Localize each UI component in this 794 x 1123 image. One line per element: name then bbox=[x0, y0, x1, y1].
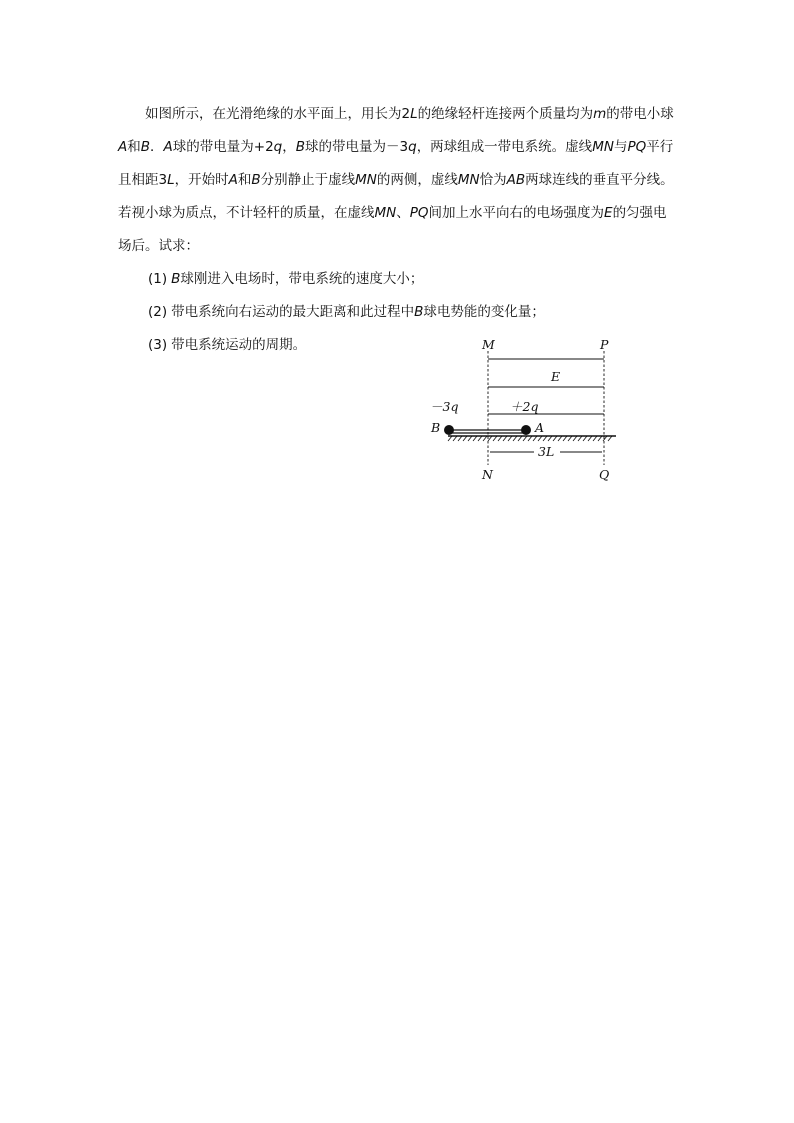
hatch-mark bbox=[608, 436, 612, 441]
label-P: P bbox=[600, 337, 609, 352]
hatch-mark bbox=[528, 436, 532, 441]
hatch-mark bbox=[458, 436, 462, 441]
math-variable: MN bbox=[592, 139, 614, 155]
hatch-mark bbox=[593, 436, 597, 441]
label-B: B bbox=[431, 420, 441, 435]
math-variable: PQ bbox=[409, 205, 429, 221]
label-N: N bbox=[482, 467, 493, 482]
label-3L: 3L bbox=[538, 444, 555, 459]
text-run: ， bbox=[282, 139, 296, 155]
math-variable: MN bbox=[374, 205, 397, 221]
hatch-mark bbox=[478, 436, 482, 441]
text-run: 带电系统运动的周期。 bbox=[171, 337, 307, 353]
hatch-mark bbox=[588, 436, 592, 441]
hatch-mark bbox=[578, 436, 582, 441]
field-diagram-svg bbox=[420, 335, 630, 487]
text-run: 平行且相距3 bbox=[118, 139, 674, 188]
label-E: E bbox=[551, 369, 561, 384]
hatch-mark bbox=[498, 436, 502, 441]
problem-text bbox=[118, 98, 678, 362]
question-number: (2) bbox=[148, 304, 168, 320]
label-B-charge: －3q bbox=[430, 399, 459, 414]
math-variable: B bbox=[414, 304, 424, 320]
question-number: (3) bbox=[148, 337, 168, 353]
hatch-mark bbox=[548, 436, 552, 441]
math-variable: B bbox=[171, 271, 181, 287]
text-run: 分别静止于虚线 bbox=[260, 172, 356, 188]
hatch-mark bbox=[448, 436, 452, 441]
math-variable: A bbox=[228, 172, 238, 188]
text-run: 球的带电量为+2 bbox=[172, 139, 274, 155]
hatch-mark bbox=[463, 436, 467, 441]
math-variable: L bbox=[410, 106, 418, 122]
text-run: 的带电小球 bbox=[606, 106, 674, 122]
text-run: 球的带电量为－3 bbox=[305, 139, 409, 155]
text-run: 的匀强电场后。试求： bbox=[118, 205, 667, 254]
math-variable: E bbox=[604, 205, 613, 221]
problem-stem bbox=[118, 98, 678, 263]
hatch-mark bbox=[553, 436, 557, 441]
hatch-mark bbox=[468, 436, 472, 441]
math-variable: B bbox=[251, 172, 261, 188]
math-variable: B bbox=[140, 139, 151, 155]
text-run: 的绝缘轻杆连接两个质量均为 bbox=[417, 106, 594, 122]
math-variable: PQ bbox=[627, 139, 647, 155]
math-variable: B bbox=[295, 139, 306, 155]
label-A: A bbox=[535, 420, 545, 435]
hatch-mark bbox=[473, 436, 477, 441]
hatch-mark bbox=[453, 436, 457, 441]
ball-B bbox=[444, 425, 454, 435]
label-M: M bbox=[482, 337, 495, 352]
ball-A bbox=[521, 425, 531, 435]
hatch-mark bbox=[573, 436, 577, 441]
hatch-mark bbox=[568, 436, 572, 441]
hatch-mark bbox=[563, 436, 567, 441]
hatch-mark bbox=[503, 436, 507, 441]
hatch-mark bbox=[518, 436, 522, 441]
math-variable: MN bbox=[457, 172, 480, 188]
text-run: 间加上水平向右的电场强度为 bbox=[428, 205, 605, 221]
question-item bbox=[118, 296, 678, 329]
math-variable: A bbox=[163, 139, 173, 155]
text-run: 球电势能的变化量； bbox=[423, 304, 545, 320]
text-run: ，两球组成一带电系统。虚线 bbox=[416, 139, 593, 155]
hatch-mark bbox=[513, 436, 517, 441]
hatch-mark bbox=[598, 436, 602, 441]
hatch-mark bbox=[583, 436, 587, 441]
text-run: 球刚进入电场时，带电系统的速度大小； bbox=[180, 271, 424, 287]
text-run: 的两侧，虚线 bbox=[376, 172, 458, 188]
math-variable: L bbox=[167, 172, 175, 188]
math-variable: A bbox=[118, 139, 128, 155]
text-run: 如图所示，在光滑绝缘的水平面上，用长为 bbox=[145, 106, 402, 122]
text-run: ，开始时 bbox=[174, 172, 229, 188]
hatch-mark bbox=[508, 436, 512, 441]
hatch-mark bbox=[483, 436, 487, 441]
hatch-mark bbox=[538, 436, 542, 441]
text-run: 带电系统向右运动的最大距离和此过程中 bbox=[171, 304, 415, 320]
text-run: 恰为 bbox=[479, 172, 507, 188]
label-Q: Q bbox=[599, 467, 610, 482]
hatch-mark bbox=[488, 436, 492, 441]
text-run: 与 bbox=[613, 139, 628, 155]
math-variable: m bbox=[593, 106, 607, 122]
math-variable: AB bbox=[506, 172, 526, 188]
text-run: 和 bbox=[127, 139, 141, 155]
label-A-charge: ＋2q bbox=[510, 399, 539, 414]
question-number: (1) bbox=[148, 271, 168, 287]
text-run: 、 bbox=[396, 205, 410, 221]
hatch-mark bbox=[493, 436, 497, 441]
math-variable: q bbox=[273, 139, 283, 155]
text-run: 和 bbox=[237, 172, 252, 188]
hatch-mark bbox=[523, 436, 527, 441]
hatch-mark bbox=[543, 436, 547, 441]
text-run: 两球连线的垂直平分线。若视小球为质点，不计轻杆的质量，在虚线 bbox=[118, 172, 674, 221]
text-run: ． bbox=[150, 139, 164, 155]
math-variable: MN bbox=[355, 172, 377, 188]
physics-figure bbox=[420, 335, 630, 487]
text-run: 2 bbox=[401, 106, 411, 122]
math-variable: q bbox=[408, 139, 417, 155]
hatch-mark bbox=[533, 436, 537, 441]
hatch-mark bbox=[558, 436, 562, 441]
question-item bbox=[118, 263, 678, 296]
ground-hatching bbox=[448, 436, 612, 441]
